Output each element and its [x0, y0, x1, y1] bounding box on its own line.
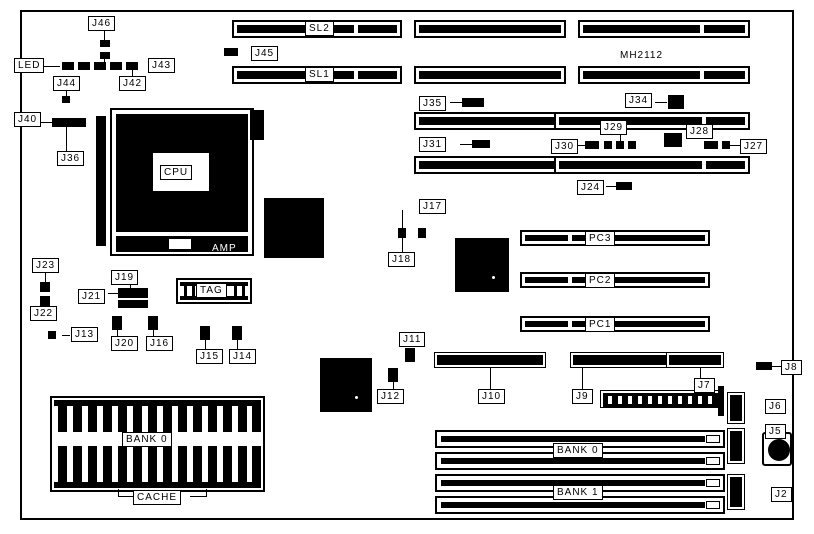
slot-row4-right: [554, 156, 750, 174]
slot-label-sl2: SL2: [305, 21, 334, 36]
cache-label: CACHE: [133, 490, 181, 505]
slot-label-pc3: PC3: [585, 231, 615, 246]
cpu-corner-block: [250, 110, 264, 140]
label-j44: J44: [53, 76, 80, 91]
label-j9: J9: [572, 389, 593, 404]
connector-j9: [570, 352, 674, 368]
label-j13: J13: [71, 327, 98, 342]
chipset-ic-3: [320, 358, 372, 412]
simm-bank0-label: BANK 0: [553, 443, 603, 458]
label-j43: J43: [148, 58, 175, 73]
label-j35: J35: [419, 96, 446, 111]
label-j11: J11: [399, 332, 425, 347]
label-j30: J30: [551, 139, 578, 154]
label-j7: J7: [694, 378, 715, 393]
label-j27: J27: [740, 139, 767, 154]
slot-sl1-mid: [414, 66, 566, 84]
label-led: LED: [14, 58, 44, 73]
slot-row3-right: [554, 112, 750, 130]
simm-bank1-label: BANK 1: [553, 485, 603, 500]
label-j22: J22: [30, 306, 57, 321]
slot-sl1-right: [578, 66, 750, 84]
label-j12: J12: [377, 389, 404, 404]
label-j24: J24: [577, 180, 604, 195]
label-j19: J19: [111, 270, 138, 285]
slot-sl2-mid: [414, 20, 566, 38]
label-j8: J8: [781, 360, 802, 375]
cache-bank0-label: BANK 0: [122, 432, 172, 447]
label-j42: J42: [119, 76, 146, 91]
label-j29: J29: [600, 120, 627, 135]
label-j40: J40: [14, 112, 41, 127]
cpu-label: CPU: [160, 165, 192, 180]
label-j36: J36: [57, 151, 84, 166]
slot-label-sl1: SL1: [305, 67, 334, 82]
tag-label: TAG: [196, 283, 227, 298]
label-j45: J45: [251, 46, 278, 61]
label-j10: J10: [478, 389, 505, 404]
header-j2: [727, 474, 745, 510]
header-j5: [727, 428, 745, 464]
chipset-ic-3-pin1: [355, 396, 358, 399]
slot-row4-mid: [414, 156, 566, 174]
connector-j7: [666, 352, 724, 368]
label-j31: J31: [419, 137, 446, 152]
header-j6: [727, 392, 745, 424]
label-j34: J34: [625, 93, 652, 108]
board-model-label: MH2112: [620, 50, 664, 61]
label-j46: J46: [88, 16, 115, 31]
label-j28: J28: [686, 124, 713, 139]
label-j2: J2: [771, 487, 792, 502]
label-j18: J18: [388, 252, 415, 267]
connector-j10: [434, 352, 546, 368]
slot-sl2-right: [578, 20, 750, 38]
slot-row3-mid: [414, 112, 566, 130]
cpu-lever-notch: [168, 238, 192, 250]
label-j20: J20: [111, 336, 138, 351]
label-j23: J23: [32, 258, 59, 273]
chipset-ic-2: [455, 238, 509, 292]
label-j21: J21: [78, 289, 105, 304]
label-j6: J6: [765, 399, 786, 414]
label-j14: J14: [229, 349, 256, 364]
chipset-ic-1: [264, 198, 324, 258]
slot-label-pc2: PC2: [585, 273, 615, 288]
label-j5: J5: [765, 424, 786, 439]
chipset-ic-2-pin1: [492, 276, 495, 279]
slot-label-pc1: PC1: [585, 317, 615, 332]
amp-label: AMP: [212, 243, 237, 254]
label-j17: J17: [419, 199, 446, 214]
cpu-left-bracket: [96, 116, 106, 246]
label-j15: J15: [196, 349, 223, 364]
label-j16: J16: [146, 336, 173, 351]
